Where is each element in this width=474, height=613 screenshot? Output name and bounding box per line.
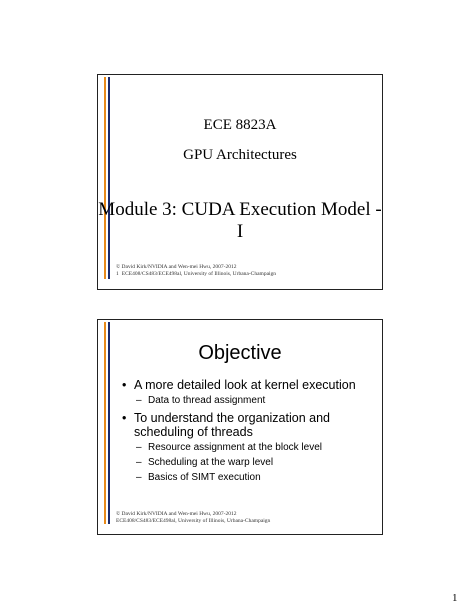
bullet-list [122,378,372,486]
sub-bullet-item [122,441,372,454]
slide-footer [116,264,276,278]
module-title: Module 3: CUDA Execution Model -I [98,199,382,242]
dash-marker: – [136,442,142,453]
page-number: 1 [452,592,458,604]
accent-bar-navy [108,77,110,279]
course-affiliation-line: ECE408/CS483/ECE498al, University of Illinois, Urbana-Champaign [116,518,271,524]
bullet-text: To understand the organization and scheduling of threads [134,411,330,439]
slide-number: 1 [116,271,119,277]
copyright-line: © David Kirk/NVIDIA and Wen-mei Hwu, 2007-2012 [116,511,237,517]
bullet-item [122,378,372,392]
sub-bullet-item [122,456,372,469]
copyright-line: © David Kirk/NVIDIA and Wen-mei Hwu, 2007-2012 [116,264,237,270]
sub-bullet-text: Data to thread assignment [148,395,266,406]
accent-bar-orange [104,77,106,279]
dash-marker: – [136,472,142,483]
bullet-item [122,411,372,439]
course-name: GPU Architectures [183,147,297,163]
sub-bullet-item [122,394,372,407]
sub-bullet-item [122,471,372,484]
course-code: ECE 8823A [203,117,277,133]
bullet-text: A more detailed look at kernel execution [134,378,356,392]
sub-bullet-text: Scheduling at the warp level [148,457,274,468]
sub-bullet-text: Resource assignment at the block level [148,442,322,453]
sub-bullet-text: Basics of SIMT execution [148,472,261,483]
dash-marker: – [136,457,142,468]
bullet-marker: • [122,378,127,392]
dash-marker: – [136,395,142,406]
slide-2 [97,319,383,535]
slide-footer [116,511,270,525]
slide-title: Objective [198,342,282,364]
course-affiliation-line: ECE408/CS483/ECE498al, University of Illinois, Urbana-Champaign [121,271,277,277]
bullet-marker: • [122,411,127,425]
slide-1 [97,74,383,290]
slide-accent-bars [104,77,112,279]
